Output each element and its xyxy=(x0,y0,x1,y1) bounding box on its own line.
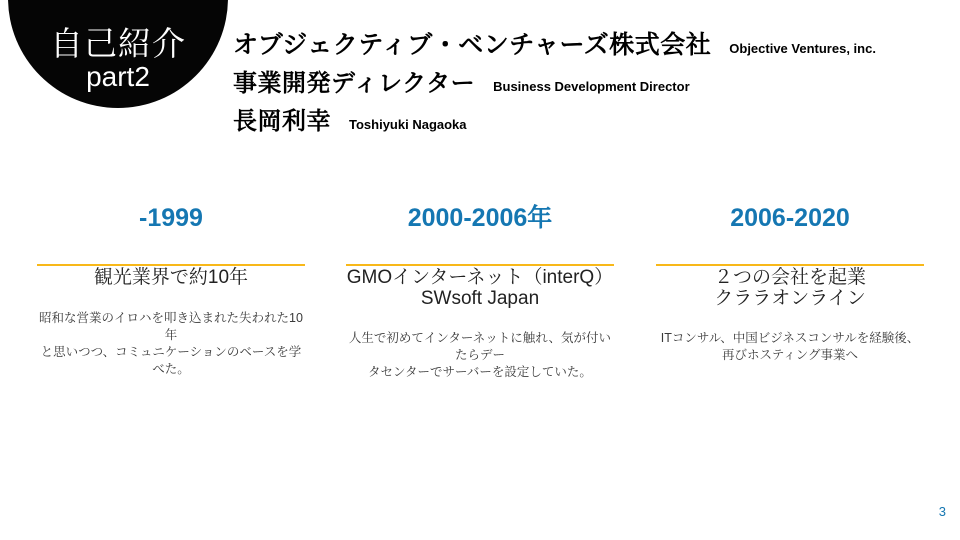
company-name-jp: オブジェクティブ・ベンチャーズ株式会社 xyxy=(233,31,712,59)
subtitle-line: クララオンライン xyxy=(714,287,866,309)
company-name-en: Objective Ventures, inc. xyxy=(729,41,876,56)
gold-divider xyxy=(656,264,924,266)
header-row-name xyxy=(233,108,933,135)
person-name-jp: 長岡利幸 xyxy=(233,108,331,135)
badge-subtitle: part2 xyxy=(86,61,150,92)
timeline-column-2000-2006 xyxy=(346,203,614,381)
subtitle-line: GMOインターネット（interQ） xyxy=(346,267,614,288)
timeline-column-2006-2020 xyxy=(656,203,924,364)
body-line: ITコンサル、中国ビジネスコンサルを経験後、 xyxy=(660,331,920,345)
gold-divider xyxy=(37,264,305,266)
body-line: 人生で初めてインターネットに触れ、気が付いたらデー xyxy=(348,331,612,362)
column-body xyxy=(346,330,614,381)
column-subtitle xyxy=(346,268,614,309)
body-line: 再びホスティング事業へ xyxy=(721,348,858,362)
intro-badge-text xyxy=(8,26,228,92)
person-name-en: Toshiyuki Nagaoka xyxy=(349,117,467,132)
period-heading: 2000-2006年 xyxy=(407,204,553,232)
timeline-column-1999 xyxy=(37,203,305,378)
subtitle-line: SWsoft Japan xyxy=(420,287,540,309)
body-line: と思いつつ、コミュニケーションのベースを学べた。 xyxy=(40,344,302,376)
body-line: 昭和な営業のイロハを叩き込まれた失われた10年 xyxy=(39,310,303,342)
column-body xyxy=(37,310,305,378)
gold-divider xyxy=(346,264,614,266)
page-number: 3 xyxy=(938,504,946,519)
period-heading: -1999 xyxy=(139,204,203,232)
column-body xyxy=(656,330,924,364)
job-title-en: Business Development Director xyxy=(493,79,690,94)
header-block xyxy=(233,31,933,146)
header-row-company xyxy=(233,31,933,59)
column-subtitle xyxy=(37,268,305,289)
body-line: タセンターでサーバーを設定していた。 xyxy=(368,365,592,379)
period-heading: 2006-2020 xyxy=(730,204,850,232)
badge-title: 自己紹介 xyxy=(50,25,186,62)
subtitle-line: ２つの会社を起業 xyxy=(713,267,866,288)
subtitle-line: 観光業界で約10年 xyxy=(93,267,249,288)
job-title-jp: 事業開発ディレクター xyxy=(233,70,476,97)
header-row-title xyxy=(233,70,933,97)
intro-badge-circle xyxy=(8,0,228,108)
column-subtitle xyxy=(656,268,924,309)
